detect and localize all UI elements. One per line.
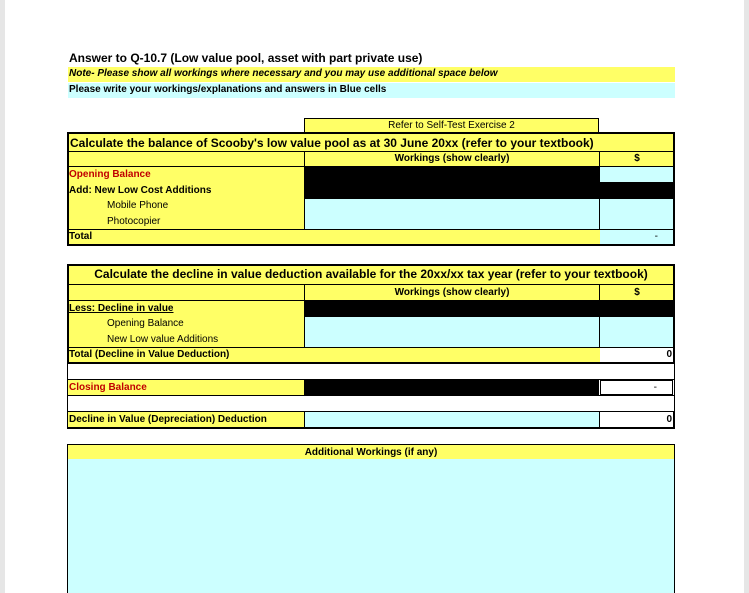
page-title: Answer to Q-10.7 (Low value pool, asset with part private use) xyxy=(69,51,423,65)
window-edge-left xyxy=(0,0,5,593)
total-decline-label: Total (Decline in Value Deduction) xyxy=(69,349,230,360)
note-row xyxy=(68,67,675,82)
total-decline-value: 0 xyxy=(666,349,672,360)
section2-workings-header: Workings (show clearly) xyxy=(394,287,510,298)
opening-balance-label: Opening Balance xyxy=(69,169,151,180)
closing-balance-cell xyxy=(68,380,304,395)
total-label: Total xyxy=(69,231,93,242)
window-edge-right xyxy=(744,0,749,593)
section2-amount-header: $ xyxy=(634,287,640,298)
decline-deduction-label: Decline in Value (Depreciation) Deduction xyxy=(69,414,267,425)
blocked-cell xyxy=(305,301,674,316)
add-new-label: Add: New Low Cost Additions xyxy=(69,185,212,196)
reference-text: Refer to Self-Test Exercise 2 xyxy=(388,120,515,131)
section1-title: Calculate the balance of Scooby's low value pool as at 30 June 20xx (refer to your textbook) xyxy=(70,136,594,150)
opening-balance-amount-input[interactable] xyxy=(600,167,674,182)
closing-balance-amount-cell xyxy=(600,380,673,395)
additional-workings-title: Additional Workings (if any) xyxy=(304,447,438,458)
decline-deduction-value: 0 xyxy=(666,414,672,425)
section1-workings-header: Workings (show clearly) xyxy=(394,153,510,164)
additional-workings-header xyxy=(67,444,675,460)
closing-balance-value: - xyxy=(653,382,657,393)
section1-amount-header: $ xyxy=(634,153,640,164)
blocked-cell xyxy=(305,167,599,182)
decline-amount-input[interactable] xyxy=(600,317,674,347)
section2-title: Calculate the decline in value deduction available for the 20xx/xx tax year (refer to your textbook) xyxy=(94,267,648,281)
decline-deduction-cell xyxy=(68,412,304,427)
mobile-phone-label: Mobile Phone xyxy=(107,200,169,211)
decline-opening-balance-label: Opening Balance xyxy=(107,318,184,329)
decline-workings-input[interactable] xyxy=(305,317,599,347)
new-low-value-additions-label: New Low value Additions xyxy=(107,334,219,345)
less-decline-label: Less: Decline in value xyxy=(69,303,174,314)
instruction-text: Please write your workings/explanations and answers in Blue cells xyxy=(69,84,387,95)
blocked-cell xyxy=(304,380,599,395)
new-additions-amount-input[interactable] xyxy=(600,199,674,229)
reference-cell xyxy=(304,118,599,133)
decline-deduction-amount-cell xyxy=(600,412,674,427)
decline-deduction-workings-input[interactable] xyxy=(305,412,599,427)
new-additions-workings-input[interactable] xyxy=(305,199,599,229)
total-amount-value: - xyxy=(654,231,658,242)
blocked-cell xyxy=(305,183,674,198)
note-text: Note- Please show all workings where necessary and you may use additional space below xyxy=(69,68,498,79)
closing-balance-label: Closing Balance xyxy=(69,382,147,393)
total-decline-cell xyxy=(600,348,674,362)
additional-workings-input[interactable] xyxy=(67,459,675,593)
instruction-row xyxy=(68,83,675,98)
photocopier-label: Photocopier xyxy=(107,216,161,227)
total-amount-cell xyxy=(600,230,674,244)
